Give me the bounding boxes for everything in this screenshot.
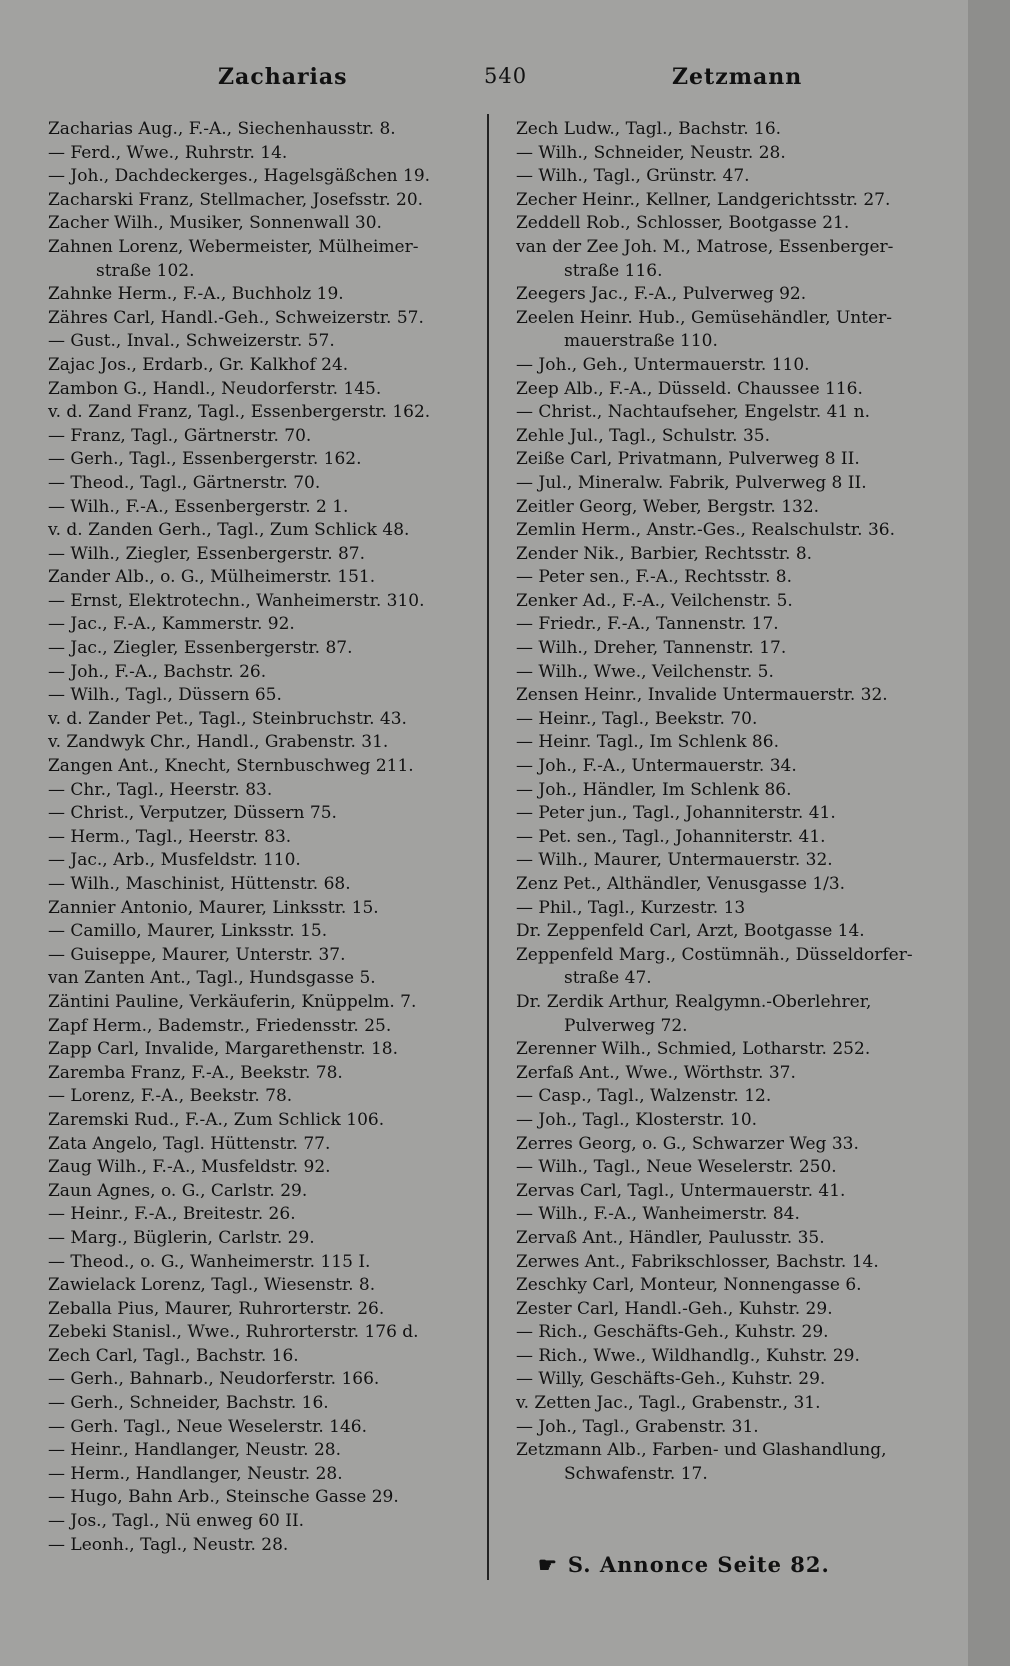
directory-entry: Zeegers Jac., F.-A., Pulverweg 92.	[516, 284, 807, 305]
directory-entry: — Camillo, Maurer, Linksstr. 15.	[48, 921, 328, 942]
directory-entry: Zenz Pet., Althändler, Venusgasse 1/3.	[516, 874, 846, 894]
directory-entry: — Rich., Wwe., Wildhandlg., Kuhstr. 29.	[516, 1345, 860, 1366]
directory-entry: — Christ., Nachtaufseher, Engelstr. 41 n.	[516, 402, 870, 423]
pointing-hand-icon: ☛	[538, 1552, 558, 1577]
directory-entry: — Gerh., Tagl., Essenbergerstr. 162.	[48, 449, 362, 470]
directory-entry: — Phil., Tagl., Kurzestr. 13	[516, 897, 746, 918]
directory-entry: Zajac Jos., Erdarb., Gr. Kalkhof 24.	[48, 354, 349, 375]
directory-entry: van Zanten Ant., Tagl., Hundsgasse 5.	[48, 968, 376, 989]
directory-entry: Zäntini Pauline, Verkäuferin, Knüppelm. 7.	[48, 991, 417, 1012]
directory-entry: — Jac., Arb., Musfeldstr. 110.	[48, 850, 301, 871]
right-column	[516, 118, 956, 1486]
directory-entry: Zervaß Ant., Händler, Paulusstr. 35.	[516, 1227, 825, 1248]
directory-entry: v. d. Zander Pet., Tagl., Steinbruchstr. 43.	[48, 708, 407, 729]
directory-entry: van der Zee Joh. M., Matrose, Essenberger-	[516, 236, 894, 257]
directory-entry: — Wilh., Ziegler, Essenbergerstr. 87.	[48, 543, 366, 564]
directory-entry: Zapf Herm., Bademstr., Friedensstr. 25.	[48, 1015, 392, 1036]
directory-entry: Zebeki Stanisl., Wwe., Ruhrorterstr. 176 d.	[48, 1322, 419, 1343]
directory-entry: v. d. Zand Franz, Tagl., Essenbergerstr. 162.	[48, 402, 431, 423]
directory-entry: Zacharias Aug., F.-A., Siechenhausstr. 8.	[48, 119, 396, 139]
directory-entry: mauerstraße 110.	[564, 331, 718, 352]
directory-entry: Zerenner Wilh., Schmied, Lotharstr. 252.	[516, 1039, 871, 1060]
directory-entry: Zeballa Pius, Maurer, Ruhrorterstr. 26.	[48, 1298, 385, 1319]
directory-entry: Zaremba Franz, F.-A., Beekstr. 78.	[48, 1062, 343, 1083]
directory-entry: Zangen Ant., Knecht, Sternbuschweg 211.	[48, 756, 414, 777]
directory-entry: Zacher Wilh., Musiker, Sonnenwall 30.	[48, 213, 382, 234]
directory-entry: Zetzmann Alb., Farben- und Glashandlung,	[516, 1440, 887, 1461]
directory-entry: Zahnen Lorenz, Webermeister, Mülheimer-	[48, 236, 419, 257]
directory-entry: — Wilh., Maurer, Untermauerstr. 32.	[516, 850, 833, 871]
directory-entry: Pulverweg 72.	[564, 1015, 688, 1036]
directory-entry: — Joh., Tagl., Grabenstr. 31.	[516, 1416, 759, 1437]
directory-entry: Zender Nik., Barbier, Rechtsstr. 8.	[516, 543, 813, 564]
directory-entry: — Jac., Ziegler, Essenbergerstr. 87.	[48, 638, 353, 659]
directory-entry: — Lorenz, F.-A., Beekstr. 78.	[48, 1086, 293, 1107]
directory-entry: — Chr., Tagl., Heerstr. 83.	[48, 779, 273, 800]
directory-entry: — Heinr., F.-A., Breitestr. 26.	[48, 1204, 296, 1225]
directory-entry: Zahnke Herm., F.-A., Buchholz 19.	[48, 284, 344, 305]
directory-entry: — Hugo, Bahn Arb., Steinsche Gasse 29.	[48, 1487, 399, 1508]
directory-entry: Schwafenstr. 17.	[564, 1463, 708, 1484]
directory-entry: — Jos., Tagl., Nü enweg 60 II.	[48, 1511, 305, 1532]
directory-entry: — Pet. sen., Tagl., Johanniterstr. 41.	[516, 826, 826, 847]
directory-entry: — Joh., Dachdeckerges., Hagelsgäßchen 19.	[48, 166, 431, 187]
directory-entry: Zeitler Georg, Weber, Bergstr. 132.	[516, 496, 820, 517]
directory-entry: — Franz, Tagl., Gärtnerstr. 70.	[48, 425, 312, 446]
directory-entry: — Wilh., Tagl., Düssern 65.	[48, 685, 282, 706]
directory-entry: — Heinr. Tagl., Im Schlenk 86.	[516, 732, 779, 753]
directory-entry: — Jul., Mineralw. Fabrik, Pulverweg 8 II.	[516, 472, 867, 493]
directory-entry: — Casp., Tagl., Walzenstr. 12.	[516, 1086, 772, 1107]
directory-entry: — Wilh., Dreher, Tannenstr. 17.	[516, 638, 787, 659]
directory-entry: Zehle Jul., Tagl., Schulstr. 35.	[516, 425, 770, 446]
directory-entry: — Jac., F.-A., Kammerstr. 92.	[48, 614, 295, 635]
directory-entry: Zapp Carl, Invalide, Margarethenstr. 18.	[48, 1039, 398, 1060]
directory-entry: Zawielack Lorenz, Tagl., Wiesenstr. 8.	[48, 1275, 376, 1296]
directory-entry: Zaun Agnes, o. G., Carlstr. 29.	[48, 1180, 308, 1201]
directory-entry: Dr. Zerdik Arthur, Realgymn.-Oberlehrer,	[516, 991, 872, 1012]
directory-entry: Zeiße Carl, Privatmann, Pulverweg 8 II.	[516, 449, 860, 470]
directory-entry: — Peter jun., Tagl., Johanniterstr. 41.	[516, 803, 836, 824]
directory-entry: Zervas Carl, Tagl., Untermauerstr. 41.	[516, 1180, 846, 1201]
directory-entry: — Joh., F.-A., Bachstr. 26.	[48, 661, 267, 682]
directory-entry: — Gerh., Schneider, Bachstr. 16.	[48, 1393, 329, 1414]
directory-entry: Zerwes Ant., Fabrikschlosser, Bachstr. 14.	[516, 1251, 879, 1272]
directory-entry: v. Zetten Jac., Tagl., Grabenstr., 31.	[516, 1393, 821, 1414]
directory-entry: Zeelen Heinr. Hub., Gemüsehändler, Unter-	[516, 307, 893, 328]
directory-entry: Zeppenfeld Marg., Costümnäh., Düsseldorfer-	[516, 944, 913, 965]
directory-entry: — Joh., F.-A., Untermauerstr. 34.	[516, 756, 797, 777]
directory-entry: — Peter sen., F.-A., Rechtsstr. 8.	[516, 567, 793, 588]
directory-entry: Zecher Heinr., Kellner, Landgerichtsstr. 27.	[516, 189, 891, 210]
directory-entry: — Wilh., Tagl., Grünstr. 47.	[516, 166, 750, 187]
directory-entry: — Wilh., F.-A., Essenbergerstr. 2 1.	[48, 496, 349, 517]
directory-entry: Zenker Ad., F.-A., Veilchenstr. 5.	[516, 590, 793, 611]
directory-entry: — Ferd., Wwe., Ruhrstr. 14.	[48, 142, 288, 163]
directory-entry: — Gust., Inval., Schweizerstr. 57.	[48, 331, 335, 352]
directory-entry: — Wilh., Wwe., Veilchenstr. 5.	[516, 661, 774, 682]
annonce-note	[538, 1552, 830, 1577]
directory-entry: — Friedr., F.-A., Tannenstr. 17.	[516, 614, 779, 635]
scan-edge	[968, 0, 1010, 1666]
left-column	[48, 118, 488, 1557]
directory-entry: v. Zandwyk Chr., Handl., Grabenstr. 31.	[48, 732, 389, 753]
directory-entry: Zeddell Rob., Schlosser, Bootgasse 21.	[516, 213, 850, 234]
directory-entry: — Guiseppe, Maurer, Unterstr. 37.	[48, 944, 346, 965]
directory-entry: Zähres Carl, Handl.-Geh., Schweizerstr. 57.	[48, 307, 424, 328]
page-number: 540	[484, 64, 528, 88]
directory-entry: — Joh., Tagl., Klosterstr. 10.	[516, 1109, 758, 1130]
directory-entry: Zester Carl, Handl.-Geh., Kuhstr. 29.	[516, 1298, 833, 1319]
directory-entry: Zaremski Rud., F.-A., Zum Schlick 106.	[48, 1109, 385, 1130]
directory-entry: Zensen Heinr., Invalide Untermauerstr. 32.	[516, 685, 888, 706]
directory-entry: — Christ., Verputzer, Düssern 75.	[48, 803, 337, 824]
directory-entry: Zech Ludw., Tagl., Bachstr. 16.	[516, 119, 782, 139]
header-right-keyword: Zetzmann	[672, 64, 803, 90]
directory-entry: Zata Angelo, Tagl. Hüttenstr. 77.	[48, 1133, 331, 1154]
directory-entry: straße 102.	[96, 260, 195, 281]
column-divider	[487, 114, 489, 1580]
directory-entry: Zannier Antonio, Maurer, Linksstr. 15.	[48, 897, 379, 918]
directory-entry: — Theod., o. G., Wanheimerstr. 115 I.	[48, 1251, 371, 1272]
directory-entry: — Herm., Tagl., Heerstr. 83.	[48, 826, 292, 847]
directory-entry: Zander Alb., o. G., Mülheimerstr. 151.	[48, 567, 376, 588]
directory-entry: Zeschky Carl, Monteur, Nonnengasse 6.	[516, 1275, 862, 1296]
directory-entry: — Marg., Büglerin, Carlstr. 29.	[48, 1227, 315, 1248]
directory-entry: — Joh., Händler, Im Schlenk 86.	[516, 779, 792, 800]
directory-entry: — Wilh., Tagl., Neue Weselerstr. 250.	[516, 1157, 837, 1178]
directory-entry: — Gerh., Bahnarb., Neudorferstr. 166.	[48, 1369, 380, 1390]
directory-entry: Zacharski Franz, Stellmacher, Josefsstr. 20.	[48, 189, 424, 210]
directory-entry: — Herm., Handlanger, Neustr. 28.	[48, 1463, 343, 1484]
annonce-text: S. Annonce Seite 82.	[567, 1552, 830, 1577]
directory-entry: — Joh., Geh., Untermauerstr. 110.	[516, 354, 810, 375]
directory-entry: — Willy, Geschäfts-Geh., Kuhstr. 29.	[516, 1369, 826, 1390]
directory-entry: Zerfaß Ant., Wwe., Wörthstr. 37.	[516, 1062, 796, 1083]
directory-entry: — Heinr., Tagl., Beekstr. 70.	[516, 708, 758, 729]
directory-entry: straße 47.	[564, 968, 652, 989]
directory-entry: — Heinr., Handlanger, Neustr. 28.	[48, 1440, 342, 1461]
directory-entry: Zerres Georg, o. G., Schwarzer Weg 33.	[516, 1133, 859, 1154]
directory-entry: — Gerh. Tagl., Neue Weselerstr. 146.	[48, 1416, 367, 1437]
directory-entry: — Ernst, Elektrotechn., Wanheimerstr. 310.	[48, 590, 425, 611]
page-header	[0, 64, 1010, 104]
directory-entry: — Wilh., Schneider, Neustr. 28.	[516, 142, 786, 163]
directory-entry: straße 116.	[564, 260, 663, 281]
header-left-keyword: Zacharias	[218, 64, 348, 90]
directory-entry: Zeep Alb., F.-A., Düsseld. Chaussee 116.	[516, 378, 863, 399]
directory-entry: — Wilh., F.-A., Wanheimerstr. 84.	[516, 1204, 800, 1225]
directory-entry: Zech Carl, Tagl., Bachstr. 16.	[48, 1345, 299, 1366]
directory-entry: — Theod., Tagl., Gärtnerstr. 70.	[48, 472, 321, 493]
directory-entry: — Wilh., Maschinist, Hüttenstr. 68.	[48, 874, 351, 894]
directory-entry: Zemlin Herm., Anstr.-Ges., Realschulstr. 36.	[516, 520, 895, 541]
directory-entry: v. d. Zanden Gerh., Tagl., Zum Schlick 48.	[48, 520, 410, 541]
directory-entry: Zambon G., Handl., Neudorferstr. 145.	[48, 378, 382, 399]
directory-entry: — Rich., Geschäfts-Geh., Kuhstr. 29.	[516, 1322, 829, 1343]
directory-entry: Zaug Wilh., F.-A., Musfeldstr. 92.	[48, 1157, 331, 1178]
directory-entry: Dr. Zeppenfeld Carl, Arzt, Bootgasse 14.	[516, 921, 865, 942]
directory-entry: — Leonh., Tagl., Neustr. 28.	[48, 1534, 289, 1555]
